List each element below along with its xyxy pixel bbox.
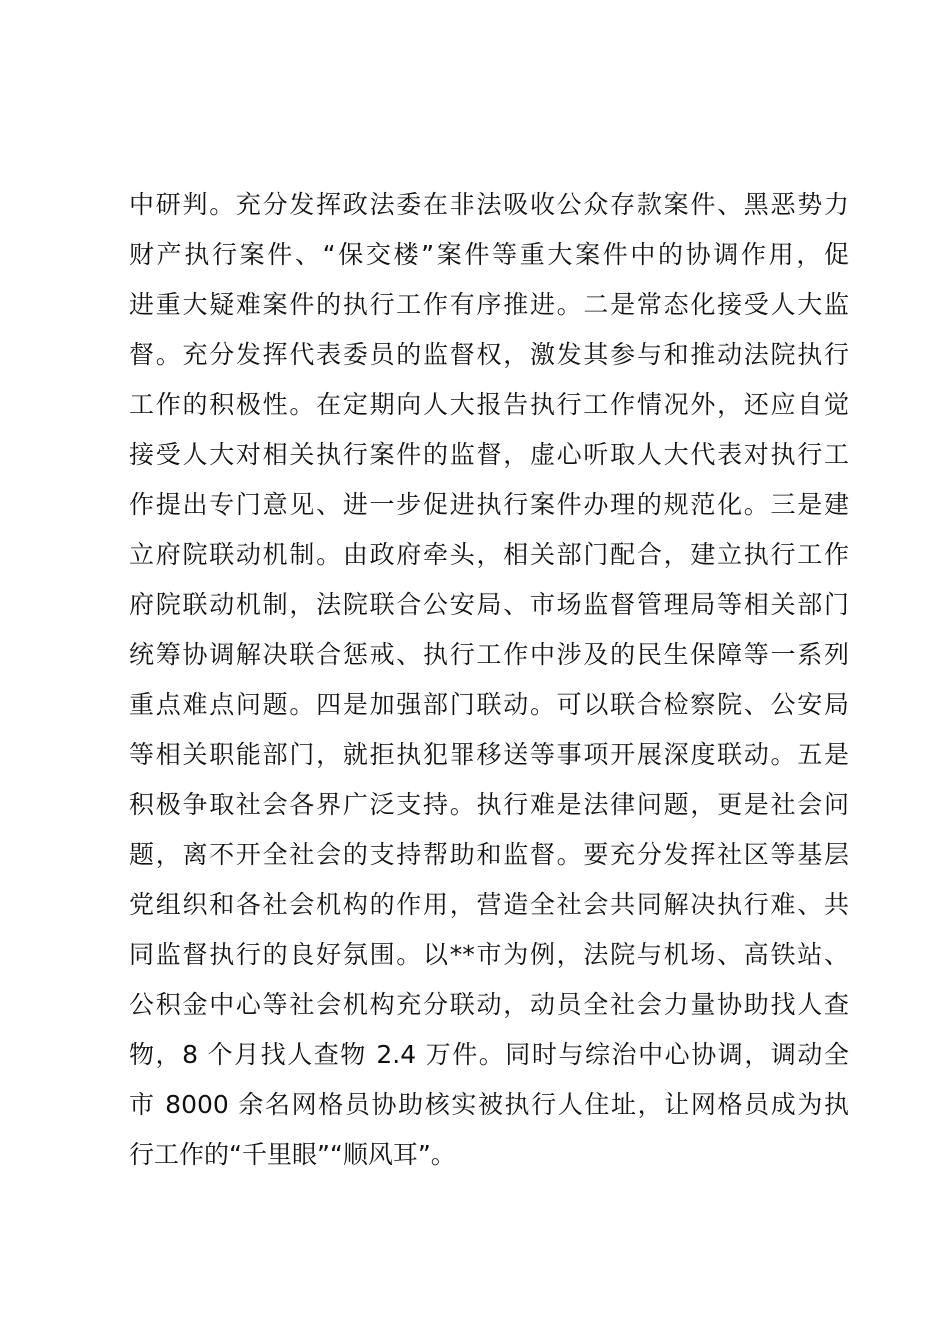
paragraph-line: 中研判。充分发挥政法委在非法吸收公众存款案件、黑恶势力	[129, 190, 849, 219]
paragraph-line: 统筹协调解决联合惩戒、执行工作中涉及的民生保障等一系列	[129, 640, 849, 669]
paragraph-line: 党组织和各社会机构的作用，营造全社会共同解决执行难、共	[129, 890, 849, 919]
paragraph-line: 督。充分发挥代表委员的监督权，激发其参与和推动法院执行	[129, 340, 849, 369]
paragraph-line: 同监督执行的良好氛围。以**市为例，法院与机场、高铁站、	[129, 940, 849, 969]
paragraph-line: 题，离不开全社会的支持帮助和监督。要充分发挥社区等基层	[129, 840, 849, 869]
paragraph-line: 作提出专门意见、进一步促进执行案件办理的规范化。三是建	[129, 490, 849, 519]
paragraph-line: 公积金中心等社会机构充分联动，动员全社会力量协助找人查	[129, 990, 849, 1019]
paragraph-line: 工作的积极性。在定期向人大报告执行工作情况外，还应自觉	[129, 390, 849, 419]
paragraph-line: 市 8000 余名网格员协助核实被执行人住址，让网格员成为执	[129, 1090, 849, 1119]
paragraph-line: 立府院联动机制。由政府牵头，相关部门配合，建立执行工作	[129, 540, 849, 569]
paragraph-line: 重点难点问题。四是加强部门联动。可以联合检察院、公安局	[129, 690, 849, 719]
paragraph-line: 积极争取社会各界广泛支持。执行难是法律问题，更是社会问	[129, 790, 849, 819]
paragraph-line: 物，8 个月找人查物 2.4 万件。同时与综治中心协调，调动全	[129, 1040, 849, 1069]
paragraph-line: 府院联动机制，法院联合公安局、市场监督管理局等相关部门	[129, 590, 849, 619]
paragraph-line: 行工作的“千里眼”“顺风耳”。	[129, 1140, 456, 1169]
paragraph-line: 财产执行案件、“保交楼”案件等重大案件中的协调作用，促	[129, 240, 849, 269]
body-paragraph	[129, 180, 849, 1180]
paragraph-line: 进重大疑难案件的执行工作有序推进。二是常态化接受人大监	[129, 290, 849, 319]
paragraph-line: 等相关职能部门，就拒执犯罪移送等事项开展深度联动。五是	[129, 740, 849, 769]
paragraph-line: 接受人大对相关执行案件的监督，虚心听取人大代表对执行工	[129, 440, 849, 469]
